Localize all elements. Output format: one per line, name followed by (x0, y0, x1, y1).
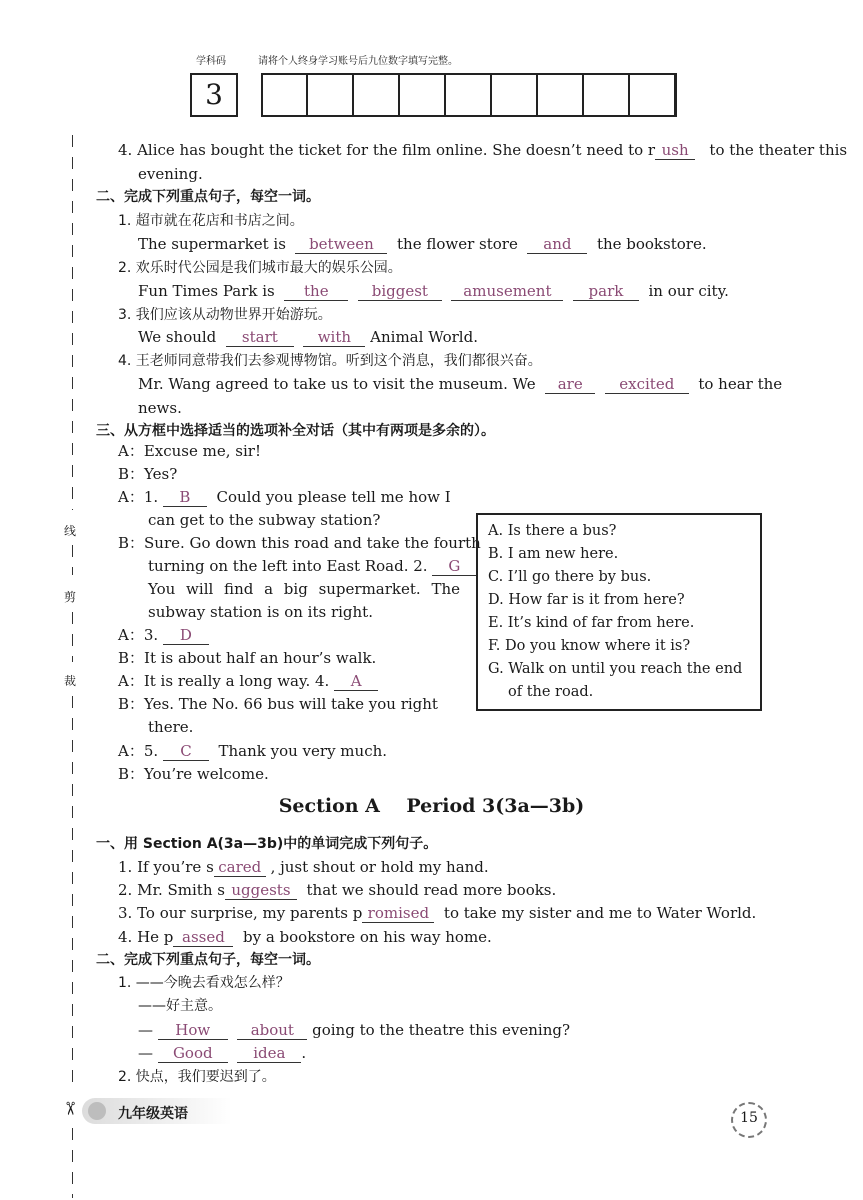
dialog-line: there. (148, 718, 194, 736)
cut-char: 裁 (64, 674, 77, 688)
id-cell[interactable] (445, 73, 491, 117)
page-number: 15 (740, 1110, 758, 1126)
cut-line-upper (72, 135, 73, 510)
answer-blank[interactable]: D (163, 626, 209, 645)
dialog-line: B：Sure. Go down this road and take the fourth (118, 534, 481, 552)
id-cell[interactable] (353, 73, 399, 117)
part4-item1: 1. If you’re s cared , just shout or hold my hand. (118, 858, 489, 876)
cut-line-mid2 (72, 612, 73, 662)
part5-heading: 二、完成下列重点句子，每空一词。 (96, 952, 320, 968)
part4-heading: 一、用 Section A(3a—3b)中的单词完成下列句子。 (96, 836, 438, 852)
dialog-line: subway station is on its right. (148, 603, 373, 621)
answer-blank[interactable]: start (226, 328, 294, 347)
answer-blank[interactable]: G (432, 557, 476, 576)
part4-item3: 3. To our surprise, my parents p romised to take my sister and me to Water World. (118, 904, 757, 922)
answer-blank[interactable]: Good (158, 1044, 228, 1063)
dialog-line: A：5. C Thank you very much. (118, 742, 388, 760)
dialog-line: A：3. D (118, 625, 209, 645)
dialog-line: A：Excuse me, sir! (118, 442, 261, 460)
id-instruction: 请将个人终身学习账号后九位数字填写完整。 (258, 56, 458, 67)
answer-blank[interactable]: uggests (225, 881, 297, 900)
option-f: F. Do you know where it is? (488, 638, 691, 654)
part2-item1-en: The supermarket is between the flower store and the bookstore. (138, 235, 707, 253)
answer-blank[interactable]: B (163, 488, 207, 507)
answer-blank[interactable]: cared (214, 858, 266, 877)
answer-blank[interactable]: romised (362, 904, 434, 923)
id-cell[interactable] (583, 73, 629, 117)
answer-blank[interactable]: biggest (358, 282, 442, 301)
option-g-cont: of the road. (508, 684, 594, 700)
answer-blank[interactable]: excited (605, 375, 689, 394)
answer-blank[interactable]: the (284, 282, 348, 301)
answer-blank[interactable]: amusement (451, 282, 563, 301)
cut-line-mid (72, 545, 73, 575)
id-cell[interactable] (537, 73, 583, 117)
subject-code-box (190, 73, 238, 117)
dialog-line: B：It is about half an hour’s walk. (118, 649, 377, 667)
id-cell[interactable] (261, 73, 307, 117)
answer-blank[interactable]: idea (237, 1044, 301, 1063)
part5-q2-cn: 2. 快点，我们要迟到了。 (118, 1069, 276, 1085)
part2-heading: 二、完成下列重点句子，每空一词。 (96, 189, 320, 205)
dialog-line: B：Yes? (118, 465, 178, 483)
part2-item4-cn: 4. 王老师同意带我们去参观博物馆。听到这个消息，我们都很兴奋。 (118, 353, 542, 369)
id-cell[interactable] (491, 73, 537, 117)
id-cell[interactable] (307, 73, 353, 117)
answer-blank[interactable]: assed (173, 928, 233, 947)
part2-item4-en: Mr. Wang agreed to take us to visit the museum. We are excited to hear the (138, 375, 783, 393)
top-item-line2: evening. (138, 165, 203, 183)
answer-blank[interactable]: are (545, 375, 595, 394)
options-box (476, 513, 762, 711)
option-a: A. Is there a bus? (488, 523, 617, 539)
option-g: G. Walk on until you reach the end (488, 661, 743, 677)
cut-line-bottom (72, 1128, 73, 1198)
answer-blank[interactable]: park (573, 282, 639, 301)
dialog-line: B：You’re welcome. (118, 765, 269, 783)
option-c: C. I’ll go there by bus. (488, 569, 652, 585)
part4-item4: 4. He p assed by a bookstore on his way home. (118, 928, 492, 946)
part5-q1-en2: — Good idea . (138, 1044, 307, 1062)
part4-item2: 2. Mr. Smith s uggests that we should read more books. (118, 881, 557, 899)
top-item-line1: 4. Alice has bought the ticket for the film online. She doesn’t need to r ush to the theater this (118, 141, 848, 159)
footer-book-icon (88, 1102, 106, 1120)
part2-item4-en2: news. (138, 399, 182, 417)
option-d: D. How far is it from here? (488, 592, 685, 608)
answer-blank[interactable]: about (237, 1021, 307, 1040)
subject-code-value: 3 (205, 78, 223, 111)
cut-char: 线 (64, 524, 77, 538)
answer-blank[interactable]: and (527, 235, 587, 254)
option-b: B. I am new here. (488, 546, 619, 562)
dialog-line: A：It is really a long way. 4. A (118, 671, 378, 691)
option-e: E. It’s kind of far from here. (488, 615, 695, 631)
dialog-line: You will find a big supermarket. The (148, 580, 460, 598)
dialog-line: can get to the subway station? (148, 511, 381, 529)
footer-book-title: 九年级英语 (118, 1106, 188, 1122)
dialog-line: B：Yes. The No. 66 bus will take you right (118, 695, 438, 713)
id-cell[interactable] (399, 73, 445, 117)
section-title: Section A Period 3(3a—3b) (278, 795, 585, 817)
part5-q1-en1: — How about going to the theatre this evening? (138, 1021, 571, 1039)
part2-item2-cn: 2. 欢乐时代公园是我们城市最大的娱乐公园。 (118, 260, 402, 276)
cut-line-lower (72, 696, 73, 1086)
answer-blank[interactable]: between (295, 235, 387, 254)
id-cell[interactable] (629, 73, 675, 117)
dialog-line: A：1. B Could you please tell me how I (118, 488, 451, 506)
answer-blank[interactable]: A (334, 672, 378, 691)
cut-char: 剪 (64, 590, 77, 604)
answer-blank[interactable]: ush (655, 141, 695, 160)
answer-blank[interactable]: with (303, 328, 365, 347)
part5-q1-cn: 1. ——今晚去看戏怎么样？ (118, 975, 290, 991)
part2-item2-en: Fun Times Park is the biggest amusement park in our city. (138, 282, 729, 300)
answer-blank[interactable]: How (158, 1021, 228, 1040)
dialog-line: turning on the left into East Road. 2. G (148, 556, 476, 576)
part2-item3-cn: 3. 我们应该从动物世界开始游玩。 (118, 307, 332, 323)
part3-heading: 三、从方框中选择适当的选项补全对话（其中有两项是多余的）。 (96, 423, 495, 439)
part2-item3-en: We should start with Animal World. (138, 328, 478, 346)
answer-blank[interactable]: C (163, 742, 209, 761)
part2-item1-cn: 1. 超市就在花店和书店之间。 (118, 213, 304, 229)
subject-code-label: 学科码 (196, 56, 226, 67)
part5-q1-cn2: ——好主意。 (138, 998, 222, 1014)
scissors-icon: ✂ (59, 1100, 81, 1117)
